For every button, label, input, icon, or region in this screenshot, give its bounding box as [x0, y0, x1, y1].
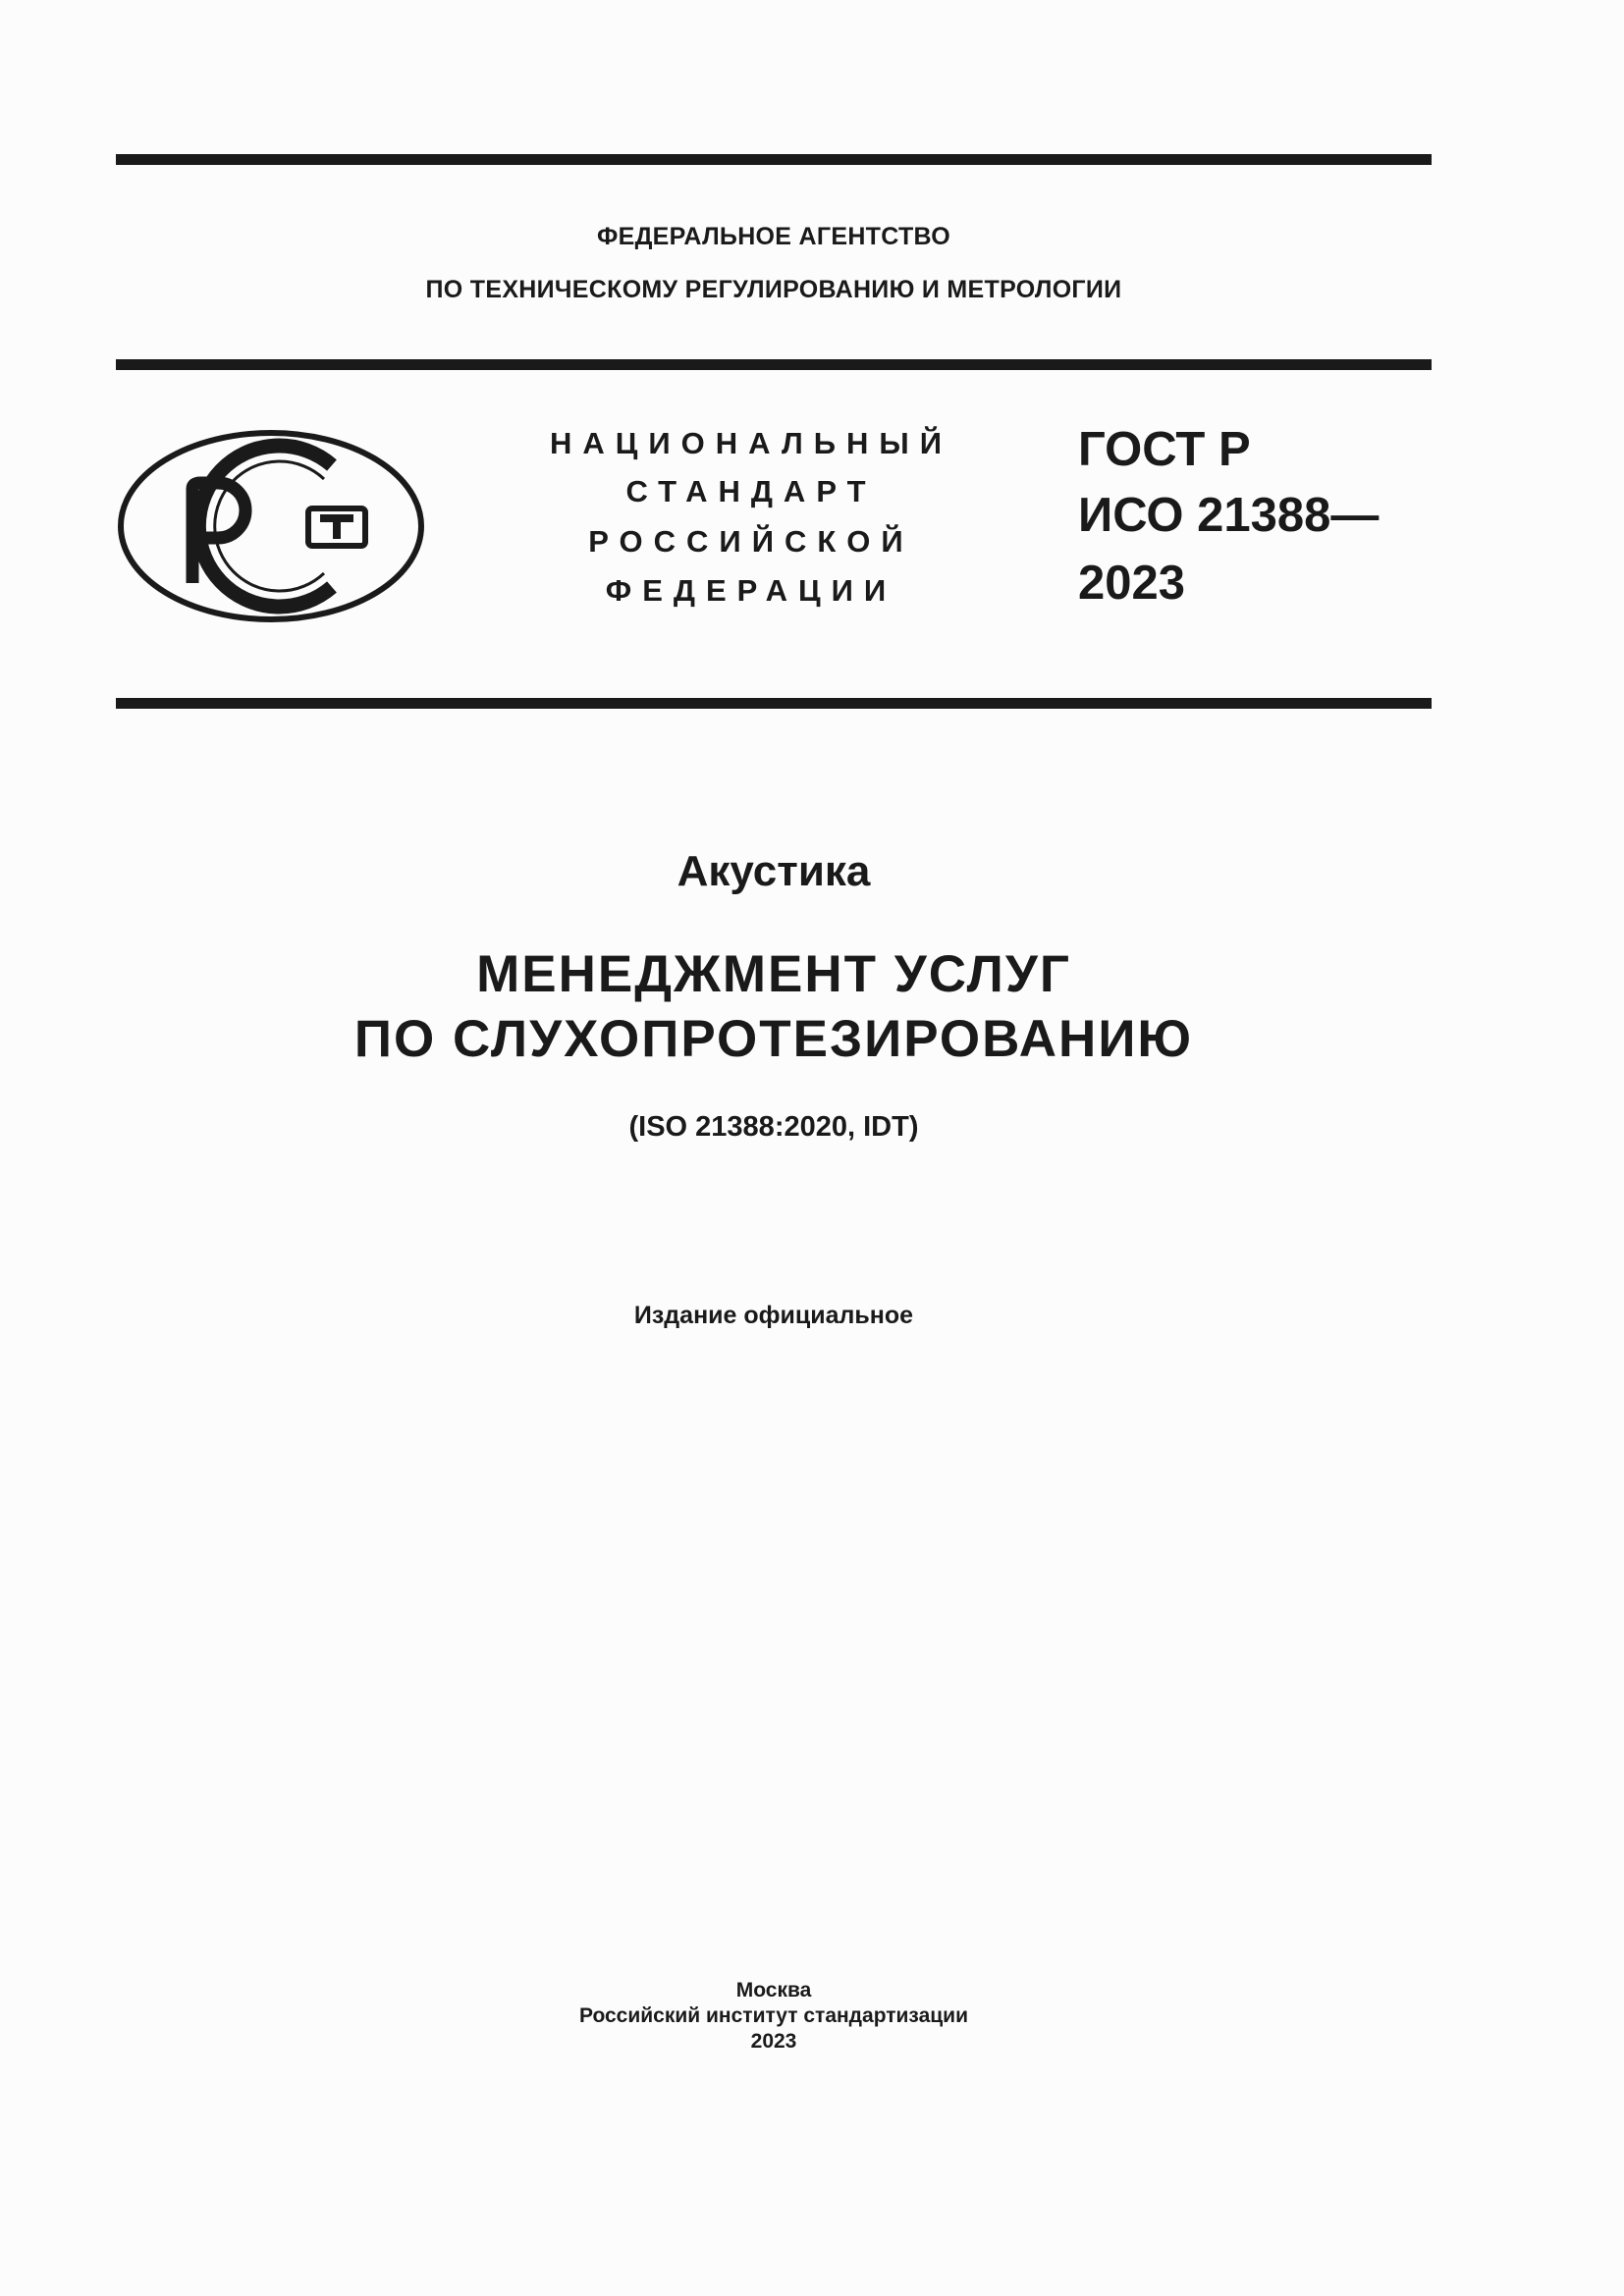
- imprint-publisher: Российский институт стандартизации: [578, 2004, 969, 2027]
- section-divider: [116, 698, 1432, 709]
- national-standard-line1: НАЦИОНАЛЬНЫЙ: [549, 426, 953, 460]
- designation-line1: ГОСТ Р: [1078, 423, 1251, 476]
- document-title-line1: МЕНЕДЖМЕНТ УСЛУГ: [476, 945, 1071, 1003]
- document-title-line2: ПО СЛУХОПРОТЕЗИРОВАНИЮ: [353, 1010, 1194, 1068]
- designation-line3: 2023: [1078, 557, 1186, 610]
- top-divider: [116, 154, 1432, 165]
- national-standard-line3: РОССИЙСКОЙ: [588, 524, 914, 559]
- document-subject: Акустика: [677, 847, 871, 895]
- designation-line2: ИСО 21388—: [1078, 489, 1380, 542]
- imprint-city: Москва: [735, 1979, 812, 2002]
- iso-reference: (ISO 21388:2020, IDT): [628, 1111, 919, 1143]
- imprint-year: 2023: [750, 2030, 797, 2053]
- rst-mark-icon: [116, 428, 426, 624]
- agency-name-line2: ПО ТЕХНИЧЕСКОМУ РЕГУЛИРОВАНИЮ И МЕТРОЛОГИИ: [425, 276, 1122, 303]
- agency-name-line1: ФЕДЕРАЛЬНОЕ АГЕНТСТВО: [596, 223, 951, 250]
- header-divider: [116, 359, 1432, 370]
- national-standard-line2: СТАНДАРТ: [625, 474, 877, 508]
- edition-note: Издание официальное: [633, 1302, 914, 1329]
- national-standard-line4: ФЕДЕРАЦИИ: [605, 573, 897, 608]
